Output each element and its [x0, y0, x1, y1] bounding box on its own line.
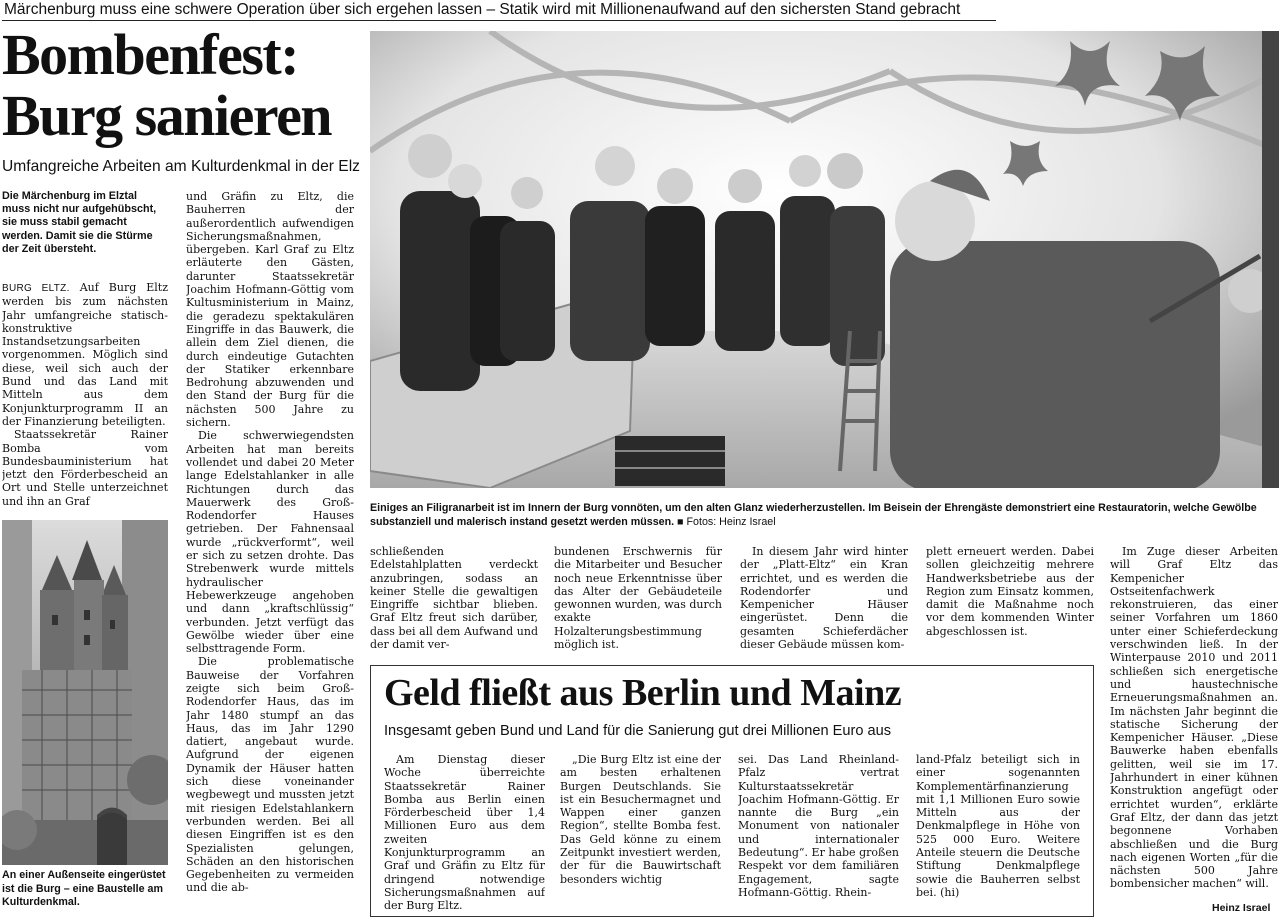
article-column-2	[186, 190, 354, 917]
box-column-3	[738, 753, 899, 915]
side-photo-caption: An einer Außenseite eingerüstet ist die Burg – eine Baustelle am Kulturdenkmal.	[2, 869, 166, 908]
box-column-4	[916, 753, 1080, 915]
kicker: Märchenburg muss eine schwere Operation über sich ergehen lassen – Statik wird mit Millionenaufwand auf den sichersten Stand gebracht	[4, 1, 961, 18]
box-paragraph: Am Dienstag dieser Woche überreichte Staatssekretär Rainer Bomba aus Berlin einen Förderbescheid über 1,4 Millionen Euro aus dem zweiten Konjunkturprogramm an Graf und Gräfin zu Eltz für dringend notwendige Sicherungsmaßnahmen auf der Burg Eltz.	[384, 753, 545, 913]
article-paragraph: Auf Burg Eltz werden bis zum nächsten Jahr umfangreiche statisch-konstruktive Instandsetzungsarbeiten vorgenommen. Möglich sind diese, weil sich auch der Bund und das Land mit Mitteln aus dem Konjunkturprogramm II an der Finanzierung beteiligten.	[2, 281, 168, 428]
lead-text: Die Märchenburg im Elztal muss nicht nur aufgehübscht, sie muss stabil gemacht werden. Damit sie die Stürme der Zeit übersteht.	[2, 190, 157, 255]
box-title: Geld fließt aus Berlin und Mainz	[384, 672, 902, 714]
article-paragraph: Im Zuge dieser Arbeiten will Graf Eltz das Kempenicher Ostseitenfachwerk rekonstruieren, das einer seiner Vorfahren um 1860 unter einer Schieferdeckung verschwinden ließ. In der Winterpause 2010 und 2011 schließen sich energetische und haustechnische Erneuerungsmaßnahmen an. Im nächsten Jahr beginnt die statische Sicherung der Kempenicher Häuser. „Diese Bauwerke haben ebenfalls gelitten, weil sie im 17. Jahrhundert in einer kühnen Konstruktion angefügt oder errichtet wurden“, erklärte Graf Eltz, der dann das jetzt begonnene Vorhaben abschließen und die Burg nach eigenen Worten „für die nächsten 500 Jahre bombensicher machen“ will.	[1110, 545, 1278, 891]
article-column-6	[926, 545, 1094, 655]
article-paragraph: Die problematische Bauweise der Vorfahren zeigte sich beim Groß-Rodendorfer Haus, das im Jahr 1480 stumpf an das Haus, das im Jahr 1290 datiert, angebaut wurde. Aufgrund der eigenen Dynamik der Häuser hatten sich diese voneinander wegbewegt und mussten jetzt mit riesigen Edelstahlankern verbunden werden. Bei all diesen Eingriffen ist es den Spezialisten gelungen, Schäden an den historischen Gegebenheiten zu vermeiden und die ab-	[186, 655, 354, 895]
article-paragraph: bundenen Erschwernis für die Mitarbeiter und Besucher noch neue Erkenntnisse über das Alter der Gebäudeteile gewonnen wurden, was durch exakte Holzalterungsbestimmung möglich ist.	[554, 545, 722, 652]
article-column-5	[740, 545, 908, 655]
article-paragraph: In diesem Jahr wird hinter der „Platt-Eltz“ ein Kran errichtet, und es werden die Rodendorfer und Kempenicher Häuser eingerüstet. Denn die gesamten Schieferdächer dieser Gebäude müssen kom-	[740, 545, 908, 652]
box-signature: (hi)	[940, 885, 960, 899]
castle-exterior-image	[2, 520, 168, 865]
main-interior-photo	[370, 31, 1279, 488]
author-byline: Heinz Israel	[1212, 902, 1271, 914]
article-paragraph: Staatssekretär Rainer Bomba vom Bundesbauministerium hat jetzt den Förderbescheid an Ort und Stelle unterzeichnet und ihn an Graf	[2, 428, 168, 508]
headline	[2, 24, 362, 146]
article-column-3	[370, 545, 538, 655]
article-column-7	[1110, 545, 1278, 900]
box-column-1	[384, 753, 545, 915]
article-paragraph: und Gräfin zu Eltz, die Bauherren der außerordentlich aufwendigen Sicherungsmaßnahmen, übergeben. Karl Graf zu Eltz erläuterte den Gästen, darunter Staatssekretär Joachim Hofmann-Göttig vom Kultusministerium in Mainz, die geradezu spektakulären Eingriffe in das Bauwerk, die allein dem Ziel dienen, die durch eindeutige Gutachten der Statiker erkennbare Bedrohung abzuwenden und den Stand der Burg für die nächsten 500 Jahre zu sichern.	[186, 190, 354, 430]
caption-credit: ■ Fotos: Heinz Israel	[677, 515, 776, 528]
box-paragraph: sei. Das Land Rheinland-Pfalz vertrat Kulturstaatssekretär Joachim Hofmann-Göttig. Er nannte die Burg „ein Monument von nationaler und internationaler Bedeutung“. Er habe großen Respekt vor dem familiären Engagement, sagte Hofmann-Göttig. Rhein-	[738, 753, 899, 899]
headline-line-1: Bombenfest:	[2, 22, 299, 87]
article-paragraph: Die schwerwiegendsten Arbeiten hat man bereits vollendet und dabei 20 Meter lange Edelstahlanker in alle Richtungen durch das Mauerwerk des Groß-Rodendorfer Hauses getrieben. Der Fahnensaal wurde „rückverformt“, weil er sich zu setzen drohte. Das Strebenwerk wurde mittels hydraulischer Hebewerkzeuge angehoben und dann „kraftschlüssig“ verbunden. Jetzt verfügt das Gewölbe wieder über eine selbsttragende Form.	[186, 429, 354, 656]
photo-credit: Fotos: Heinz Israel	[686, 515, 776, 528]
vault-interior-image	[370, 31, 1279, 488]
article-paragraph: schließenden Edelstahlplatten verdeckt anzubringen, sodass an keiner Stelle die gewaltigen Eingriffe sichtbar blieben. Graf Eltz freut sich darüber, dass bei all dem Aufwand und der damit ver-	[370, 545, 538, 652]
box-paragraph: „Die Burg Eltz ist eine der am besten erhaltenen Burgen Deutschlands. Sie ist ein Besuchermagnet und Wappen einer ganzen Region“, stellte Bomba fest. Das Geld könne zu einem Zeitpunkt investiert werden, der für die Bauwirtschaft besonders wichtig	[560, 753, 721, 886]
box-deck: Insgesamt geben Bund und Land für die Sanierung gut drei Millionen Euro aus	[384, 723, 892, 739]
subheadline: Umfangreiche Arbeiten am Kulturdenkmal in der Elz	[2, 158, 360, 175]
main-photo-caption	[370, 502, 1279, 529]
box-column-2	[560, 753, 721, 915]
box-paragraph: land-Pfalz beteiligt sich in einer sogenannten Komplementärfinanzierung mit 1,1 Millionen Euro sowie Mitteln aus der Denkmalpflege in Höhe von 525 000 Euro. Weitere Anteile steuern die Deutsche Stiftung Denkmalpflege sowie die Bauherren selbst bei.	[916, 753, 1080, 899]
kicker-rule	[2, 20, 996, 21]
article-column-4	[554, 545, 722, 655]
article-paragraph: plett erneuert werden. Dabei sollen gleichzeitig mehrere Handwerksbetriebe aus der Region zum Einsatz kommen, damit die Maßnahme noch vor dem kommenden Winter abgeschlossen ist.	[926, 545, 1094, 638]
article-column-1	[2, 281, 168, 516]
dateline: BURG ELTZ.	[2, 283, 70, 294]
headline-line-2: Burg sanieren	[2, 83, 332, 148]
castle-exterior-photo	[2, 520, 168, 865]
caption-text: Einiges an Filigranarbeit ist im Innern der Burg vonnöten, um den alten Glanz wiederherzustellen. Im Beisein der Ehrengäste demonstriert eine Restauratorin, welche Gewölbe substanziell und malerisch instand gesetzt werden müssen.	[370, 502, 1257, 528]
